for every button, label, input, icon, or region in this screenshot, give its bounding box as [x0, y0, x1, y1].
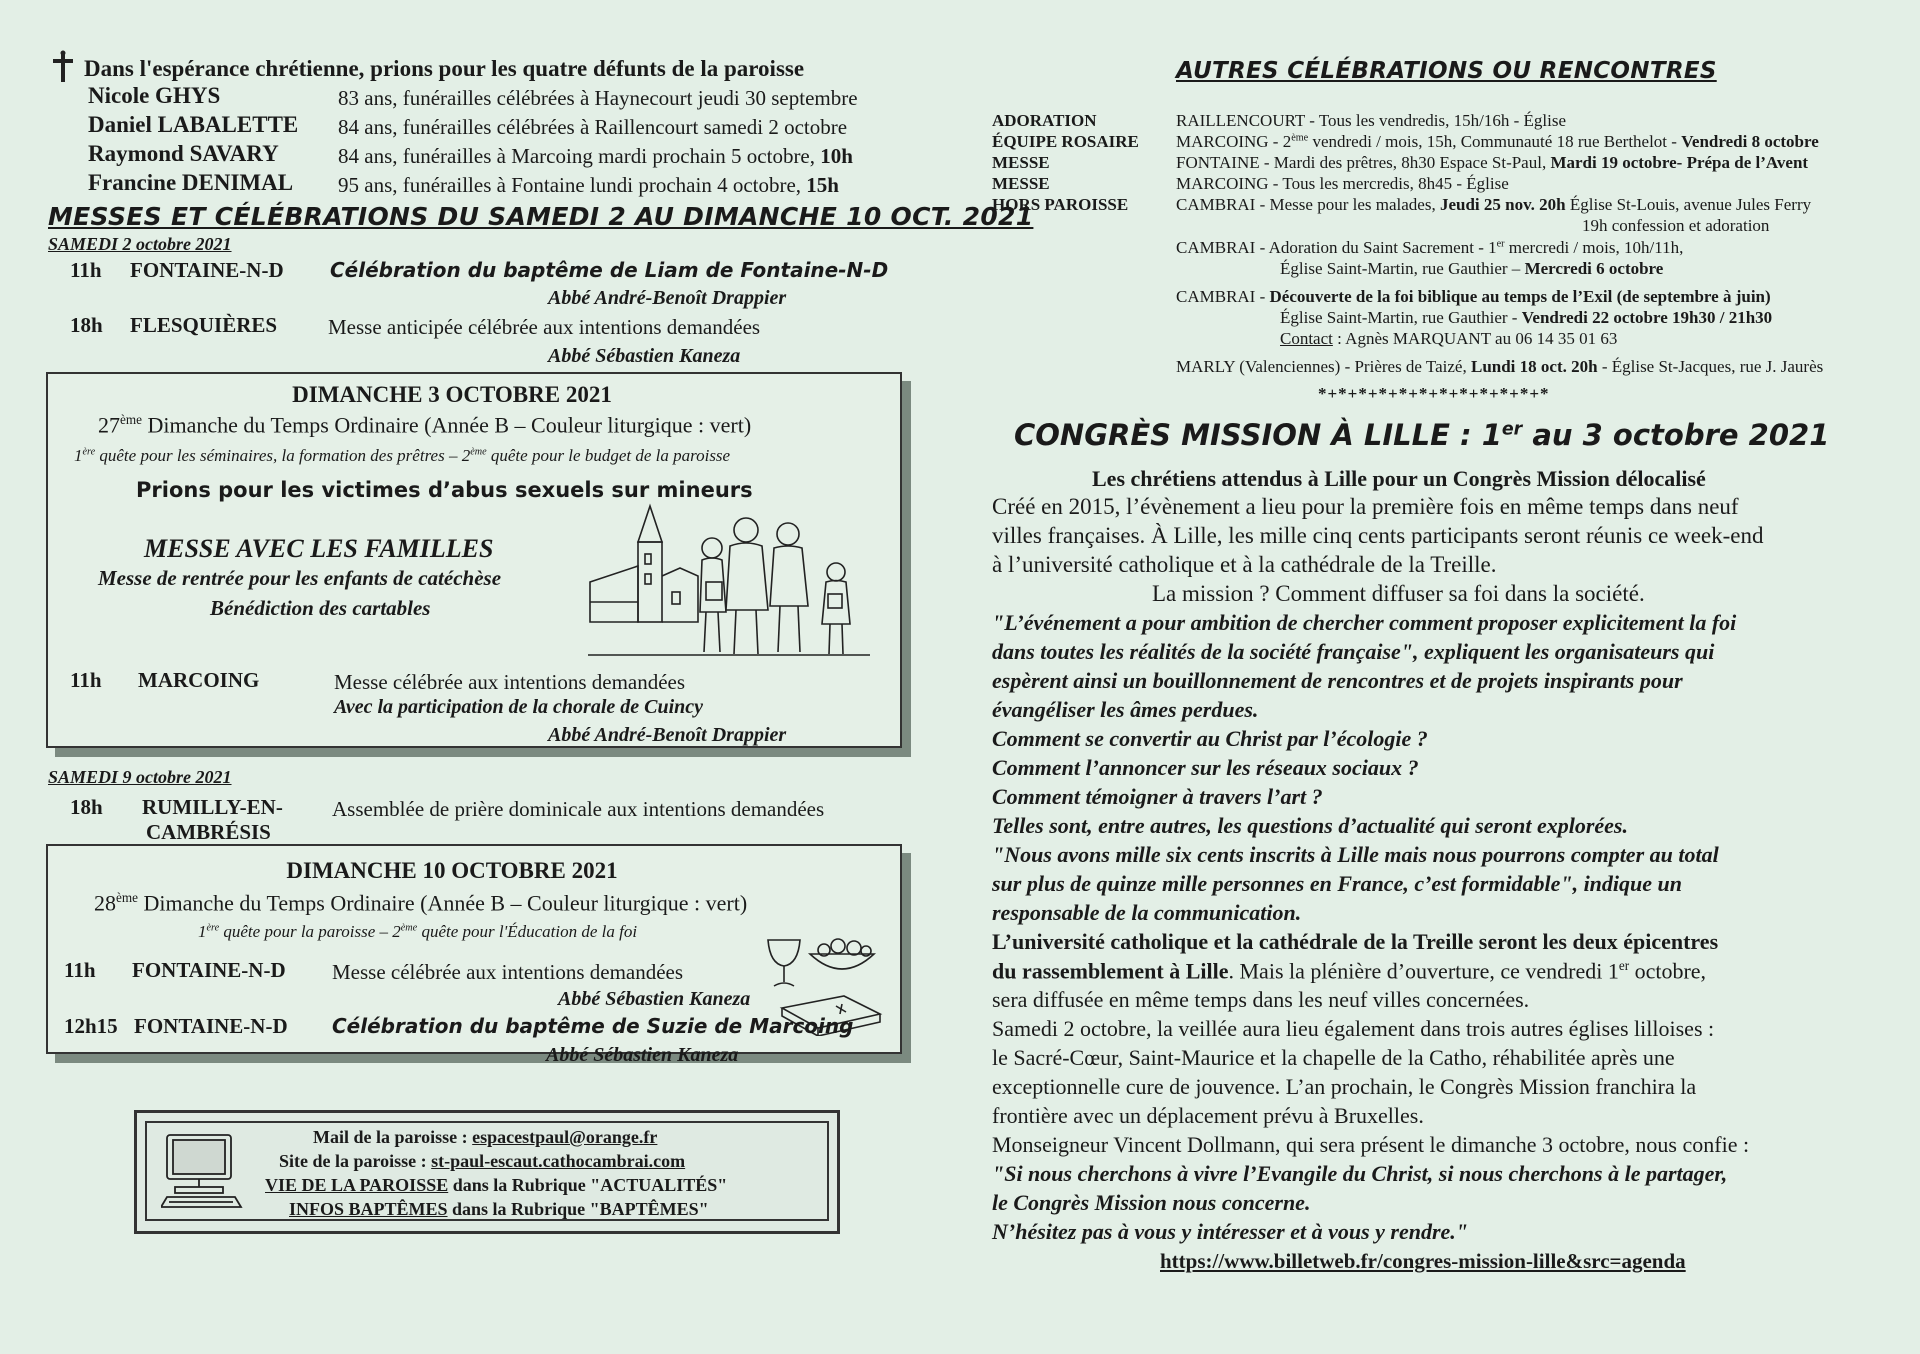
- other-label: ÉQUIPE ROSAIRE: [992, 132, 1139, 151]
- other-text: 19h confession et adoration: [1582, 216, 1770, 235]
- deceased-name: Daniel LABALETTE: [88, 112, 299, 137]
- body-line: sera diffusée en même temps dans les neuf villes concernées.: [992, 987, 1530, 1012]
- mail-link[interactable]: espacestpaul@orange.fr: [472, 1127, 658, 1147]
- event-description: Messe anticipée célébrée aux intentions demandées: [328, 315, 761, 339]
- deceased-name: Raymond SAVARY: [88, 141, 279, 166]
- other-text: Contact : Agnès MARQUANT au 06 14 35 01 63: [1280, 329, 1618, 348]
- quote-line: sur plus de quinze mille personnes en France, c’est formidable", indique un: [992, 871, 1683, 896]
- body-line: Monseigneur Vincent Dollmann, qui sera présent le dimanche 3 octobre, nous confie :: [992, 1132, 1750, 1157]
- event-description: Assemblée de prière dominicale aux intentions demandées: [332, 797, 825, 821]
- event-time: 18h: [70, 313, 103, 337]
- box-subtitle: 28ème Dimanche du Temps Ordinaire (Année B – Couleur liturgique : vert): [94, 890, 748, 916]
- sunday-3-box: [46, 372, 902, 748]
- other-label: ADORATION: [992, 111, 1097, 130]
- other-text: Église Saint-Martin, rue Gauthier - Vendredi 22 octobre 19h30 / 21h30: [1280, 308, 1773, 327]
- families-title: MESSE AVEC LES FAMILLES: [144, 534, 494, 563]
- event-place: MARCOING: [138, 668, 260, 692]
- other-text: RAILLENCOURT - Tous les vendredis, 15h/16h - Église: [1176, 111, 1567, 130]
- other-text: Église Saint-Martin, rue Gauthier – Mercredi 6 octobre: [1280, 259, 1664, 278]
- event-description: Célébration du baptême de Liam de Fontaine-N-D: [330, 258, 889, 282]
- site-line: Site de la paroisse : st-paul-escaut.cathocambrai.com: [279, 1151, 686, 1171]
- deceased-name: Francine DENIMAL: [88, 170, 294, 195]
- event-place: FONTAINE-N-D: [132, 958, 286, 982]
- chorale-note: Avec la participation de la chorale de Cuincy: [334, 696, 704, 718]
- computer-icon: [161, 1131, 243, 1211]
- vie-line: VIE DE LA PAROISSE dans la Rubrique "ACTUALITÉS": [265, 1175, 728, 1195]
- other-title: AUTRES CÉLÉBRATIONS OU RENCONTRES: [1176, 58, 1717, 84]
- event-description: Célébration du baptême de Suzie de Marcoing: [332, 1014, 854, 1038]
- body-line: Créé en 2015, l’évènement a lieu pour la première fois en même temps dans neuf: [992, 494, 1739, 519]
- congres-url-link[interactable]: https://www.billetweb.fr/congres-mission-lille&src=agenda: [1160, 1249, 1686, 1273]
- cross-icon: [48, 50, 78, 84]
- other-text: CAMBRAI - Messe pour les malades, Jeudi 25 nov. 20h Église St-Louis, avenue Jules Ferry: [1176, 195, 1812, 214]
- other-text: FONTAINE - Mardi des prêtres, 8h30 Espace St-Paul, Mardi 19 octobre- Prépa de l’Avent: [1176, 153, 1809, 172]
- quote-line: Comment témoigner à travers l’art ?: [992, 784, 1323, 809]
- quote-line: Comment l’annoncer sur les réseaux sociaux ?: [992, 755, 1419, 780]
- event-place: FLESQUIÈRES: [130, 313, 278, 337]
- quote-line: Comment se convertir au Christ par l’écologie ?: [992, 726, 1428, 751]
- quote-line: responsable de la communication.: [992, 900, 1302, 925]
- other-text: MARCOING - 2ème vendredi / mois, 15h, Communauté 18 rue Berthelot - Vendredi 8 octobre: [1176, 132, 1819, 151]
- priest-name: Abbé André-Benoît Drappier: [548, 724, 787, 746]
- body-line: Samedi 2 octobre, la veillée aura lieu également dans trois autres églises lilloises :: [992, 1016, 1715, 1041]
- body-line: frontière avec un déplacement prévu à Bruxelles.: [992, 1103, 1424, 1128]
- deceased-info: 84 ans, funérailles à Marcoing mardi prochain 5 octobre, 10h: [338, 144, 853, 168]
- contact-box: [134, 1110, 840, 1234]
- other-label: HORS PAROISSE: [992, 195, 1129, 214]
- priest-name: Abbé Sébastien Kaneza: [546, 1044, 739, 1066]
- deceased-intro: Dans l'espérance chrétienne, prions pour les quatre défunts de la paroisse: [84, 56, 805, 81]
- body-line: exceptionnelle cure de jouvence. L’an prochain, le Congrès Mission franchira la: [992, 1074, 1697, 1099]
- collect-note: 1ère quête pour la paroisse – 2ème quête pour l'Éducation de la foi: [198, 922, 638, 941]
- body-line: L’université catholique et la cathédrale de la Treille seront les deux épicentres: [992, 929, 1719, 954]
- other-label: MESSE: [992, 153, 1050, 172]
- event-place: CAMBRÉSIS: [146, 820, 271, 844]
- event-time: 11h: [70, 258, 102, 282]
- other-text: MARLY (Valenciennes) - Prières de Taizé, Lundi 18 oct. 20h - Église St-Jacques, rue J. Jaurès: [1176, 357, 1824, 376]
- infos-line: INFOS BAPTÊMES dans la Rubrique "BAPTÊMES": [289, 1199, 709, 1219]
- event-time: 11h: [70, 668, 102, 692]
- body-line: le Sacré-Cœur, Saint-Maurice et la chapelle de la Catho, réhabilitée après une: [992, 1045, 1675, 1070]
- box-title: DIMANCHE 10 OCTOBRE 2021: [286, 858, 618, 883]
- contact-link[interactable]: Contact: [1280, 329, 1333, 348]
- infos-baptemes-link[interactable]: INFOS BAPTÊMES: [289, 1199, 448, 1219]
- quote-line: dans toutes les réalités de la société française", expliquent les organisateurs qui: [992, 639, 1715, 664]
- body-line: à l’université catholique et à la cathédrale de la Treille.: [992, 552, 1497, 577]
- body-line: villes françaises. À Lille, les mille cinq cents participants seront réunis ce week-end: [992, 523, 1764, 548]
- site-link[interactable]: st-paul-escaut.cathocambrai.com: [431, 1151, 686, 1171]
- other-label: MESSE: [992, 174, 1050, 193]
- body-line: La mission ? Comment diffuser sa foi dans la société.: [1152, 581, 1645, 606]
- vie-paroisse-link[interactable]: VIE DE LA PAROISSE: [265, 1175, 449, 1195]
- quote-line: le Congrès Mission nous concerne.: [992, 1190, 1311, 1215]
- quote-line: évangéliser les âmes perdues.: [992, 697, 1259, 722]
- quote-line: "Si nous cherchons à vivre l’Evangile du Christ, si nous cherchons à le partager,: [992, 1161, 1728, 1186]
- mail-line: Mail de la paroisse : espacestpaul@orange.fr: [313, 1127, 658, 1147]
- congres-title: CONGRÈS MISSION À LILLE : 1er au 3 octobre 2021: [1014, 418, 1830, 452]
- other-text: CAMBRAI - Découverte de la foi biblique au temps de l’Exil (de septembre à juin): [1176, 287, 1771, 306]
- event-place: RUMILLY-EN-: [142, 795, 283, 819]
- event-time: 18h: [70, 795, 103, 819]
- collect-note: 1ère quête pour les séminaires, la formation des prêtres – 2ème quête pour le budget de la paroisse: [74, 446, 731, 465]
- star-divider: *+*+*+*+*+*+*+*+*+*+*+*: [1318, 384, 1550, 403]
- event-place: FONTAINE-N-D: [130, 258, 284, 282]
- deceased-info: 95 ans, funérailles à Fontaine lundi prochain 4 octobre, 15h: [338, 173, 839, 197]
- event-description: Messe célébrée aux intentions demandées: [332, 960, 684, 984]
- deceased-info: 84 ans, funérailles célébrées à Raillencourt samedi 2 octobre: [338, 115, 848, 139]
- sunday-10-box: [46, 844, 902, 1054]
- prayer-line: Prions pour les victimes d’abus sexuels sur mineurs: [136, 478, 753, 502]
- masses-title: MESSES ET CÉLÉBRATIONS DU SAMEDI 2 AU DIMANCHE 10 OCT. 2021: [48, 202, 1034, 231]
- date-label: SAMEDI 2 octobre 2021: [48, 234, 232, 254]
- event-time: 11h: [64, 958, 96, 982]
- families-subtitle: Messe de rentrée pour les enfants de catéchèse: [98, 566, 502, 590]
- quote-line: "L’événement a pour ambition de chercher comment proposer explicitement la foi: [992, 610, 1737, 635]
- priest-name: Abbé André-Benoît Drappier: [548, 287, 787, 309]
- other-text: CAMBRAI - Adoration du Saint Sacrement - 1er mercredi / mois, 10h/11h,: [1176, 238, 1684, 257]
- event-place: FONTAINE-N-D: [134, 1014, 288, 1038]
- priest-name: Abbé Sébastien Kaneza: [548, 345, 741, 367]
- other-text: MARCOING - Tous les mercredis, 8h45 - Église: [1176, 174, 1509, 193]
- quote-line: N’hésitez pas à vous y intéresser et à vous y rendre.": [992, 1219, 1469, 1244]
- box-subtitle: 27ème Dimanche du Temps Ordinaire (Année B – Couleur liturgique : vert): [98, 412, 752, 438]
- date-label: SAMEDI 9 octobre 2021: [48, 767, 232, 787]
- quote-line: espèrent ainsi un bouillonnement de rencontres et de projets inspirants pour: [992, 668, 1683, 693]
- event-time: 12h15: [64, 1014, 118, 1038]
- deceased-name: Nicole GHYS: [88, 83, 221, 108]
- event-description: Messe célébrée aux intentions demandées: [334, 670, 686, 694]
- deceased-info: 83 ans, funérailles célébrées à Haynecourt jeudi 30 septembre: [338, 86, 858, 110]
- families-subtitle: Bénédiction des cartables: [210, 596, 431, 620]
- priest-name: Abbé Sébastien Kaneza: [558, 988, 751, 1010]
- box-title: DIMANCHE 3 OCTOBRE 2021: [292, 382, 612, 407]
- quote-line: Telles sont, entre autres, les questions d’actualité qui seront explorées.: [992, 813, 1628, 838]
- quote-line: "Nous avons mille six cents inscrits à Lille mais nous pourrons compter au total: [992, 842, 1719, 867]
- church-family-illustration: [588, 502, 870, 662]
- congres-lead: Les chrétiens attendus à Lille pour un Congrès Mission délocalisé: [1092, 466, 1706, 491]
- body-line: du rassemblement à Lille. Mais la plénière d’ouverture, ce vendredi 1er octobre,: [992, 958, 1707, 984]
